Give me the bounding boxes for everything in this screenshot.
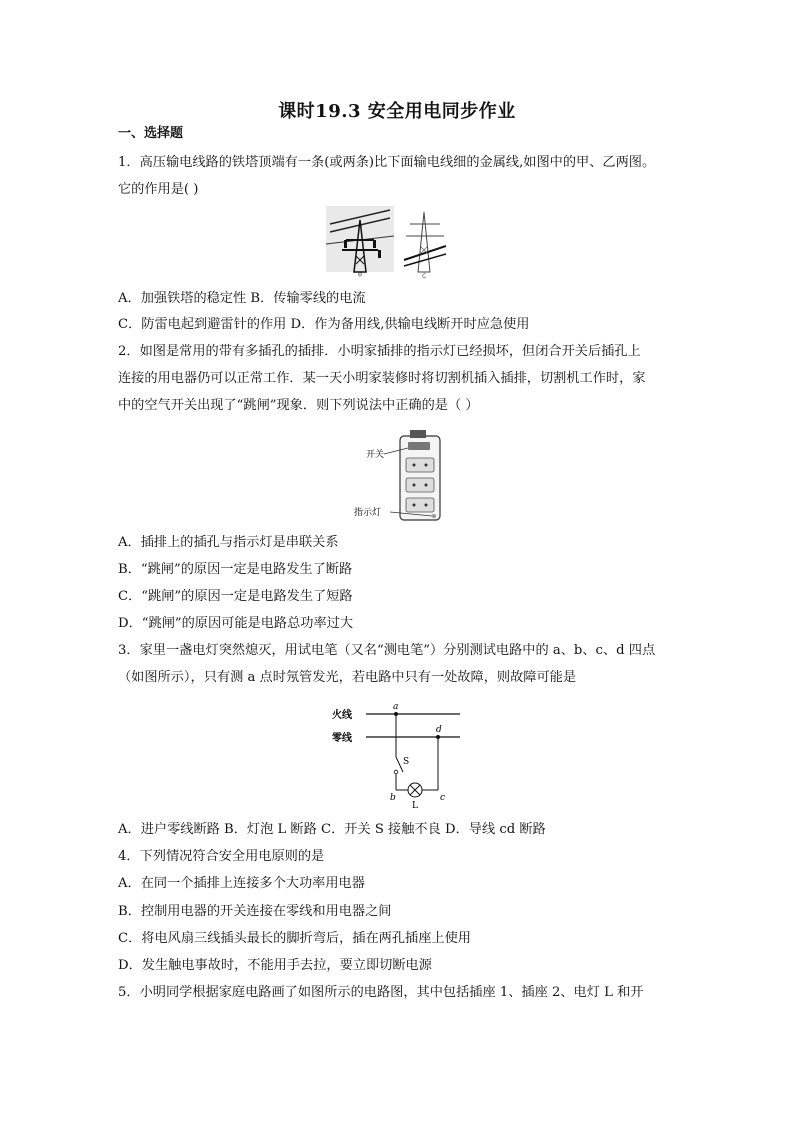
power-strip <box>400 430 440 520</box>
q2-power-strip-figure <box>350 426 450 526</box>
strip-switch <box>408 442 430 450</box>
fig-label-jia: 甲 <box>357 273 363 278</box>
q4-stem: 4．下列情况符合安全用电原则的是 <box>118 849 325 864</box>
q2-stem-line2: 连接的用电器仍可以正常工作．某一天小明家装修时将切割机插入插排，切割机工作时，家 <box>118 371 646 386</box>
point-b: b <box>390 793 396 803</box>
point-d: d <box>436 725 442 735</box>
q1-options-cd: C．防雷电起到避雷针的作用 D．作为备用线,供输电线断开时应急使用 <box>118 317 530 332</box>
q2-stem-line3: 中的空气开关出现了“跳闸”现象．则下列说法中正确的是（ ） <box>118 398 479 413</box>
q2-stem-line1: 2．如图是常用的带有多插孔的插排．小明家插排的指示灯已经损坏，但闭合开关后插孔上 <box>118 344 641 359</box>
q3-stem-line1: 3．家里一盏电灯突然熄灭，用试电笔（又名“测电笔”）分别测试电路中的 a、b、c、d 四点 <box>118 643 656 658</box>
q1-stem-line2: 它的作用是( ) <box>118 182 199 197</box>
q3-stem-line2: （如图所示），只有测 a 点时氖管发光，若电路中只有一处故障，则故障可能是 <box>118 670 577 685</box>
q4-option-b: B．控制用电器的开关连接在零线和用电器之间 <box>118 904 392 919</box>
q4-option-d: D．发生触电事故时，不能用手去拉，要立即切断电源 <box>118 958 432 973</box>
q2-option-b: B．“跳闸”的原因一定是电路发生了断路 <box>118 562 353 577</box>
label-live: 火线 <box>332 710 352 721</box>
point-a: a <box>393 702 399 712</box>
point-c: c <box>440 793 446 803</box>
switch-s <box>396 757 403 772</box>
q2-option-d: D．“跳闸”的原因可能是电路总功率过大 <box>118 616 354 631</box>
q3-options: A．进户零线断路 B．灯泡 L 断路 C．开关 S 接触不良 D．导线 cd 断路 <box>118 822 546 837</box>
label-l: L <box>412 801 418 810</box>
label-switch: 开关 <box>366 450 385 460</box>
q3-circuit-figure <box>332 700 466 810</box>
label-indicator: 指示灯 <box>354 508 382 518</box>
label-neutral: 零线 <box>332 733 352 744</box>
fig-label-yi: 乙 <box>421 273 427 278</box>
q4-option-c: C．将电风扇三线插头最长的脚折弯后，插在两孔插座上使用 <box>118 931 471 946</box>
section-heading: 一、选择题 <box>118 126 184 141</box>
q5-stem-line1: 5．小明同学根据家庭电路画了如图所示的电路图，其中包括插座 1、插座 2、电灯 L 和开 <box>118 985 644 1000</box>
q2-option-c: C．“跳闸”的原因一定是电路发生了短路 <box>118 589 353 604</box>
label-s: S <box>403 757 410 767</box>
q1-stem-line1: 1．高压输电线路的铁塔顶端有一条(或两条)比下面输电线细的金属线,如图中的甲、乙两图。 <box>118 155 656 170</box>
tower-photo-a <box>326 206 394 272</box>
q2-option-a: A．插排上的插孔与指示灯是串联关系 <box>118 535 339 550</box>
q4-option-a: A．在同一个插排上连接多个大功率用电器 <box>118 876 365 891</box>
q1-tower-figure <box>326 206 446 278</box>
strip-indicator-light <box>432 514 436 518</box>
page-title: 课时19.3 安全用电同步作业 <box>278 101 516 122</box>
tower-drawing-b <box>404 212 446 272</box>
q1-options-ab: A．加强铁塔的稳定性 B．传输零线的电流 <box>118 291 366 306</box>
